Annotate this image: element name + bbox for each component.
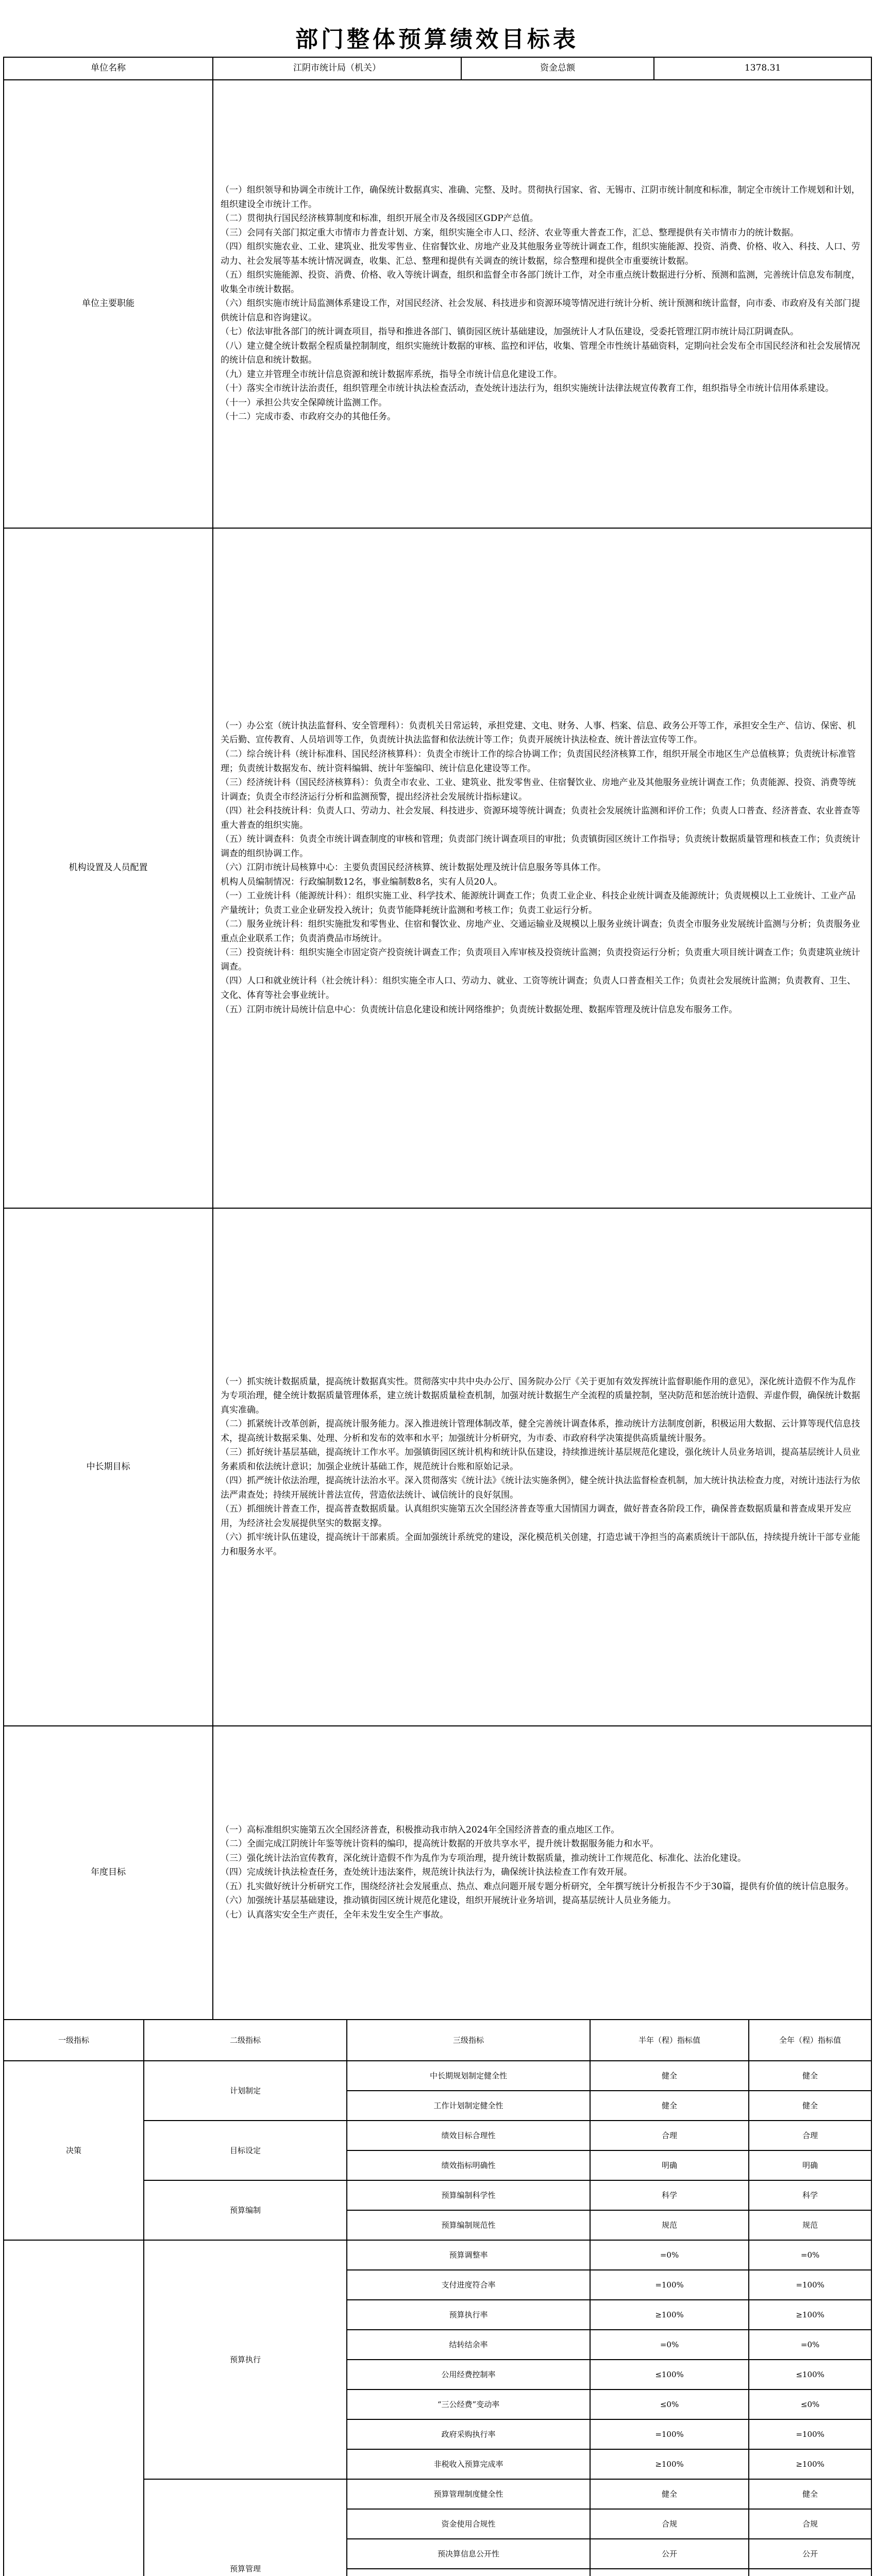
unit-name-label: 单位名称 [4,57,213,80]
unit-row [4,57,871,80]
lvl2-cell: 计划制定 [144,2061,347,2121]
lvl3-cell: 预算管理制度健全性 [347,2479,590,2509]
lvl3-cell: 公用经费控制率 [347,2360,590,2389]
half-cell: =0% [590,2240,749,2270]
fund-total-label: 资金总额 [461,57,654,80]
lvl2-cell: 预算管理 [144,2479,347,2576]
full-cell: =100% [749,2270,871,2300]
half-cell: 科学 [590,2180,749,2210]
full-cell: ≤0% [749,2389,871,2419]
indicator-header-row [4,2020,871,2061]
full-cell: =0% [749,2330,871,2360]
header-lvl1: 一级指标 [4,2020,144,2061]
half-cell: =0% [590,2330,749,2360]
lvl3-cell: 政府采购执行率 [347,2419,590,2449]
half-cell: ≥100% [590,2300,749,2330]
half-cell: =100% [590,2419,749,2449]
half-cell: 合理 [590,2121,749,2150]
full-cell: 规范 [749,2210,871,2240]
full-cell: =100% [749,2419,871,2449]
full-cell: 合规 [749,2509,871,2539]
header-full: 全年（程）指标值 [749,2020,871,2061]
half-cell: ≤100% [590,2360,749,2389]
org-row [4,528,871,1208]
org-label: 机构设置及人员配置 [4,528,213,1208]
lvl3-cell [347,2569,590,2576]
lvl2-cell: 预算编制 [144,2180,347,2240]
year-text: （一）高标准组织实施第五次全国经济普查，积极推动我市纳入2024年全国经济普查的重点地区工作。 （二）全面完成江阴统计年鉴等统计资料的编印，提高统计数据的开放共享水平，提升统计数据服务能力和水平。 （三）强化统计法治宣传教育，深化统计造假不作为乱作为专项治理，提升统计数据质量，推动统计工作规范化、标准化、法治化建设。 （四）完成统计执法检查任务，查处统计违法案件，规范统计执法行为，确保统计执法检查工作有效开展。 （五）扎实做好统计分析研究工作，围绕经济社会发展重点、热点、难点问题开展专题分析研究，全年撰写统计分析报告不少于30篇，提供有价值的统计信息服务。 （六）加强统计基层基础建设，推动镇街园区统计规范化建设，组织开展统计业务培训，提高基层统计人员业务能力。 （七）认真落实安全生产责任，全年未发生安全生产事故。 [213,1726,871,2020]
half-cell [590,2569,749,2576]
year-row [4,1726,871,2020]
half-cell: 公开 [590,2539,749,2569]
lvl3-cell: 结转结余率 [347,2330,590,2360]
header-half: 半年（程）指标值 [590,2020,749,2061]
performance-table [3,57,872,2576]
full-cell: 健全 [749,2061,871,2091]
half-cell: =100% [590,2270,749,2300]
lvl3-cell: 预决算信息公开性 [347,2539,590,2569]
full-cell: 合理 [749,2121,871,2150]
lvl2-cell: 目标设定 [144,2121,347,2180]
half-cell: 合规 [590,2509,749,2539]
full-cell: =0% [749,2240,871,2270]
header-lvl3: 三级指标 [347,2020,590,2061]
year-label: 年度目标 [4,1726,213,2020]
lvl1-process [4,2240,144,2576]
lvl3-cell: 预算执行率 [347,2300,590,2330]
lvl3-cell: 工作计划制定健全性 [347,2091,590,2121]
full-cell: 明确 [749,2150,871,2180]
duties-text: （一）组织领导和协调全市统计工作，确保统计数据真实、准确、完整、及时。贯彻执行国家、省、无锡市、江阴市统计制度和标准，制定全市统计工作规划和计划，组织建设全市统计工作。 （二）贯彻执行国民经济核算制度和标准，组织开展全市及各级园区GDP产总值。 （三）会同有关部门拟定重大市情市力普查计划、方案，组织实施全市人口、经济、农业等重大普查工作，汇总、整理提供有关市情市力的统计数据。 （四）组织实施农业、工业、建筑业、批发零售业、住宿餐饮业、房地产业及其他服务业等统计调查工作，组织实施能源、投资、消费、价格、收入、科技、人口、劳动力、社会发展等基本统计情况调查，收集、汇总、整理和提供有关调查的统计数据，综合整理和提供全市重要统计数据。 （五）组织实施能源、投资、消费、价格、收入等统计调查，组织和监督全市各部门统计工作，对全市重点统计数据进行分析、预测和监测，完善统计信息发布制度，收集全市统计数据。 （六）组织实施市统计局监测体系建设工作，对国民经济、社会发展、科技进步和资源环境等情况进行统计分析、统计预测和统计监督，向市委、市政府及有关部门提供统计信息和咨询建议。 （七）依法审批各部门的统计调查项目，指导和推进各部门、镇街园区统计基础建设，加强统计人才队伍建设，受委托管理江阴市统计局江阴调查队。 （八）建立健全统计数据全程质量控制制度，组织实施统计数据的审核、监控和评估，收集、管理全市性统计基础资料，定期向社会发布全市国民经济和社会发展情况的统计信息和统计数据。 （九）建立并管理全市统计信息资源和统计数据库系统，指导全市统计信息化建设工作。 （十）落实全市统计法治责任，组织管理全市统计执法检查活动，查处统计违法行为，组织实施统计法律法规宣传教育工作，组织指导全市统计信用体系建设。 （十一）承担公共安全保障统计监测工作。 （十二）完成市委、市政府交办的其他任务。 [213,80,871,528]
half-cell: 健全 [590,2479,749,2509]
table-row [4,2240,871,2270]
org-text [213,528,871,1208]
lvl1-decision: 决策 [4,2061,144,2240]
header-lvl2: 二级指标 [144,2020,347,2061]
duties-row [4,80,871,528]
half-cell: 明确 [590,2150,749,2180]
lvl3-cell: 绩效指标明确性 [347,2150,590,2180]
mid-label: 中长期目标 [4,1208,213,1726]
lvl3-cell: 预算编制科学性 [347,2180,590,2210]
lvl3-cell: 支付进度符合率 [347,2270,590,2300]
lvl3-cell: 预算编制规范性 [347,2210,590,2240]
mid-row [4,1208,871,1726]
org-text-part1: （一）办公室（统计执法监督科、安全管理科）：负责机关日常运转，承担党建、文电、财务、人事、档案、信息、政务公开等工作，承担安全生产、信访、保密、机关后勤、宣传教育、人员培训等工作，负责统计执法监督和依法统计等工作；负责开展统计执法检查、统计普法宣传等工作。 （二）综合统计科（统计标准科、国民经济核算科）：负责全市统计工作的综合协调工作；负责国民经济核算工作，组织开展全市地区生产总值核算；负责统计标准管理；负责统计数据发布、统计资料编辑、统计年鉴编印、统计信息化建设等工作。 （三）经济统计科（国民经济核算科）：负责全市农业、工业、建筑业、批发零售业、住宿餐饮业、房地产业及其他服务业统计调查工作；负责能源、投资、消费等统计调查；负责全市经济运行分析和监测预警，提出经济社会发展统计指标建议。 （四）社会科技统计科：负责人口、劳动力、社会发展、科技进步、资源环境等统计调查；负责社会发展统计监测和评价工作；负责人口普查、经济普查、农业普查等重大普查的组织实施。 （五）统计调查科：负责全市统计调查制度的审核和管理；负责部门统计调查项目的审批；负责镇街园区统计工作指导；负责统计数据质量管理和核查工作；负责统计调查的组织协调工作。 （六）江阴市统计局核算中心：主要负责国民经济核算、统计数据处理及统计信息服务等具体工作。 机构人员编制情况：行政编制数12名，事业编制数8名，实有人员20人。 [221,720,861,887]
full-cell: 健全 [749,2479,871,2509]
half-cell: ≥100% [590,2449,749,2479]
full-cell: 健全 [749,2091,871,2121]
lvl3-cell: 预算调整率 [347,2240,590,2270]
half-cell: 健全 [590,2091,749,2121]
half-cell: ≤0% [590,2389,749,2419]
table-row [4,2061,871,2091]
lvl3-cell: “三公经费”变动率 [347,2389,590,2419]
unit-name-value: 江阴市统计局（机关） [213,57,461,80]
full-cell: ≥100% [749,2449,871,2479]
lvl3-cell: 非税收入预算完成率 [347,2449,590,2479]
duties-label: 单位主要职能 [4,80,213,528]
lvl3-cell: 绩效目标合理性 [347,2121,590,2150]
lvl3-cell: 中长期规划制定健全性 [347,2061,590,2091]
half-cell: 健全 [590,2061,749,2091]
lvl2-cell: 预算执行 [144,2240,347,2479]
full-cell [749,2569,871,2576]
full-cell: 公开 [749,2539,871,2569]
page-title: 部门整体预算绩效目标表 [295,26,579,53]
lvl3-cell: 资金使用合规性 [347,2509,590,2539]
mid-text: （一）抓实统计数据质量，提高统计数据真实性。贯彻落实中共中央办公厅、国务院办公厅《关于更加有效发挥统计监督职能作用的意见》，深化统计造假不作为乱作为专项治理，健全统计数据质量管理体系，建立统计数据质量检查机制，加强对统计数据生产全流程的质量控制，坚决防范和惩治统计造假、弄虚作假，确保统计数据真实准确。 （二）抓紧统计改革创新，提高统计服务能力。深入推进统计管理体制改革，健全完善统计调查体系，推动统计方法制度创新，积极运用大数据、云计算等现代信息技术，提高统计数据采集、处理、分析和发布的效率和水平；加强统计分析研究，为市委、市政府科学决策提供高质量统计服务。 （三）抓好统计基层基础，提高统计工作水平。加强镇街园区统计机构和统计队伍建设，持续推进统计基层规范化建设，强化统计人员业务培训，提高基层统计人员业务素质和依法统计意识；加强企业统计基础工作，规范统计台账和原始记录。 （四）抓严统计依法治理，提高统计法治水平。深入贯彻落实《统计法》《统计法实施条例》，健全统计执法监督检查机制，加大统计执法检查力度，对统计违法行为依法严肃查处；持续开展统计普法宣传，营造依法统计、诚信统计的良好氛围。 （五）抓细统计普查工作，提高普查数据质量。认真组织实施第五次全国经济普查等重大国情国力调查，做好普查各阶段工作，确保普查数据质量和普查成果开发应用，为经济社会发展提供坚实的数据支撑。 （六）抓牢统计队伍建设，提高统计干部素质。全面加强统计系统党的建设，深化模范机关创建，打造忠诚干净担当的高素质统计干部队伍，持续提升统计干部专业能力和服务水平。 [213,1208,871,1726]
half-cell: 规范 [590,2210,749,2240]
full-cell: ≤100% [749,2360,871,2389]
fund-total-value: 1378.31 [654,57,871,80]
full-cell: ≥100% [749,2300,871,2330]
org-text-part2: （一）工业统计科（能源统计科）：组织实施工业、科学技术、能源统计调查工作；负责工业企业、科技企业统计调查及能源统计；负责规模以上工业统计、工业产品产量统计；负责工业企业研发投入统计；负责节能降耗统计监测和考核工作；负责工业运行分析。 （二）服务业统计科：组织实施批发和零售业、住宿和餐饮业、房地产业、交通运输业及规模以上服务业统计调查；负责全市服务业发展统计监测与分析；负责服务业重点企业联系工作；负责消费品市场统计。 （三）投资统计科：组织实施全市固定资产投资统计调查工作；负责项目入库审核及投资统计监测；负责投资运行分析；负责重大项目统计调查工作；负责建筑业统计调查。 （四）人口和就业统计科（社会统计科）：组织实施全市人口、劳动力、就业、工资等统计调查；负责人口普查相关工作；负责社会发展统计监测；负责教育、卫生、文化、体育等社会事业统计。 （五）江阴市统计局统计信息中心：负责统计信息化建设和统计网络维护；负责统计数据处理、数据库管理及统计信息发布服务工作。 [221,891,861,1015]
full-cell: 科学 [749,2180,871,2210]
